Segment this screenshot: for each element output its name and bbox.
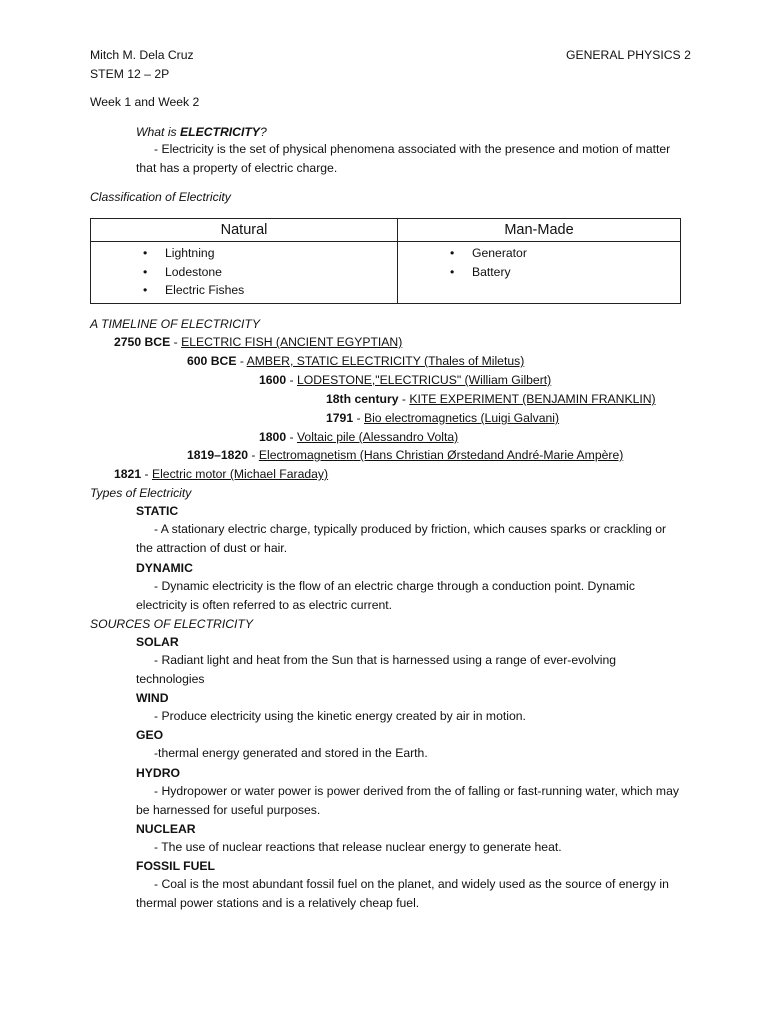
list-item-text: Generator (472, 246, 527, 260)
bullet-icon: • (450, 264, 455, 279)
fossil-fuel-label: FOSSIL FUEL (136, 859, 215, 873)
timeline-date: 1800 (259, 430, 287, 444)
geo-label: GEO (136, 728, 164, 742)
static-label: STATIC (136, 504, 179, 518)
natural-header: Natural (91, 219, 398, 242)
wind-description (136, 707, 684, 726)
list-item (91, 244, 397, 263)
timeline-sep: - (248, 448, 259, 462)
timeline-entry (187, 447, 623, 463)
geo-description (136, 744, 684, 763)
timeline-sep: - (353, 411, 364, 425)
list-item-text: Lodestone (165, 264, 222, 279)
timeline-date: 1821 (114, 467, 142, 481)
static-description (136, 520, 684, 557)
week-label: Week 1 and Week 2 (90, 95, 200, 109)
fossil-fuel-text: - Coal is the most abundant fossil fuel on the planet, and widely used as the source of energy in thermal power stations and is a relatively cheap fuel. (136, 877, 669, 910)
types-title: Types of Electricity (90, 486, 192, 500)
classification-title: Classification of Electricity (90, 190, 231, 204)
definition-text: - Electricity is the set of physical phenomena associated with the presence and motion of matter that has a property of electric charge. (136, 142, 671, 175)
timeline-date: 1819–1820 (187, 448, 249, 462)
timeline-entry (326, 391, 656, 407)
nuclear-label: NUCLEAR (136, 822, 196, 836)
bullet-icon: • (143, 264, 148, 279)
sources-title: SOURCES OF ELECTRICITY (90, 617, 253, 631)
hydro-text: - Hydropower or water power is power derived from the of falling or fast-running water, which may be harnessed for useful purposes. (136, 784, 679, 817)
dynamic-text: - Dynamic electricity is the flow of an electric charge through a conduction point. Dynamic electricity is often referred to as electric current. (136, 579, 635, 612)
static-text: - A stationary electric charge, typically produced by friction, which causes sparks or crackling or the attraction of dust or hair. (136, 522, 667, 555)
list-item-text: Electric Fishes (165, 283, 245, 297)
timeline-entry (114, 334, 402, 350)
timeline-date: 1791 (326, 411, 354, 425)
bullet-icon: • (450, 246, 455, 260)
solar-label: SOLAR (136, 635, 179, 649)
timeline-date: 1600 (259, 373, 287, 387)
timeline-event: Electric motor (Michael Faraday) (151, 467, 329, 481)
electricity-definition (136, 140, 684, 177)
author-name: Mitch M. Dela Cruz (90, 48, 194, 62)
timeline-event: AMBER, STATIC ELECTRICITY (Thales of Miletus) (246, 354, 525, 368)
list-item (91, 281, 397, 300)
natural-cell (91, 242, 398, 304)
nuclear-description (136, 838, 684, 857)
list-item-text: Lightning (165, 246, 215, 260)
geo-text: -thermal energy generated and stored in the Earth. (154, 746, 428, 760)
timeline-entry (114, 466, 328, 482)
list-item-text: Battery (472, 264, 511, 279)
subject-title: GENERAL PHYSICS 2 (566, 48, 691, 62)
dynamic-description (136, 577, 684, 614)
list-item (398, 263, 680, 282)
timeline-date: 18th century (326, 392, 399, 406)
nuclear-text: - The use of nuclear reactions that release nuclear energy to generate heat. (154, 840, 562, 854)
classification-table (90, 218, 681, 304)
timeline-entry (259, 372, 551, 388)
wind-label: WIND (136, 691, 169, 705)
hydro-description (136, 782, 684, 819)
hydro-label: HYDRO (136, 766, 181, 780)
timeline-date: 2750 BCE (114, 335, 171, 349)
fossil-fuel-description (136, 875, 684, 912)
wind-text: - Produce electricity using the kinetic energy created by air in motion. (154, 709, 526, 723)
timeline-sep: - (286, 430, 297, 444)
timeline-sep: - (141, 467, 152, 481)
solar-text: - Radiant light and heat from the Sun that is harnessed using a range of ever-evolving technologies (136, 653, 617, 686)
manmade-cell (398, 242, 681, 304)
list-item (398, 244, 680, 263)
natural-list (91, 244, 397, 300)
manmade-list (398, 244, 680, 281)
timeline-title: A TIMELINE OF ELECTRICITY (90, 317, 260, 331)
bullet-icon: • (143, 246, 148, 260)
list-item (91, 263, 397, 282)
question-suffix: ? (259, 125, 267, 139)
question-keyword: ELECTRICITY (180, 125, 260, 139)
timeline-sep: - (170, 335, 182, 349)
timeline-sep: - (286, 373, 297, 387)
timeline-entry (259, 429, 458, 445)
timeline-entry (187, 353, 524, 369)
dynamic-label: DYNAMIC (136, 561, 193, 575)
timeline-event: LODESTONE,"ELECTRICUS" (William Gilbert) (296, 373, 552, 387)
manmade-header: Man-Made (398, 219, 681, 242)
timeline-sep: - (236, 354, 247, 368)
class-section: STEM 12 – 2P (90, 67, 170, 81)
question-prefix: What is (136, 125, 181, 139)
timeline-date: 600 BCE (187, 354, 237, 368)
bullet-icon: • (143, 283, 148, 297)
intro-question (136, 124, 267, 140)
timeline-event: Electromagnetism (Hans Christian Ørstedand André-Marie Ampère) (258, 448, 624, 462)
timeline-sep: - (398, 392, 410, 406)
timeline-event: ELECTRIC FISH (ANCIENT EGYPTIAN) (181, 335, 403, 349)
timeline-entry (326, 410, 559, 426)
timeline-event: Voltaic pile (Alessandro Volta) (296, 430, 459, 444)
timeline-event: KITE EXPERIMENT (BENJAMIN FRANKLIN) (409, 392, 656, 406)
solar-description (136, 651, 684, 688)
timeline-event: Bio electromagnetics (Luigi Galvani) (363, 411, 560, 425)
